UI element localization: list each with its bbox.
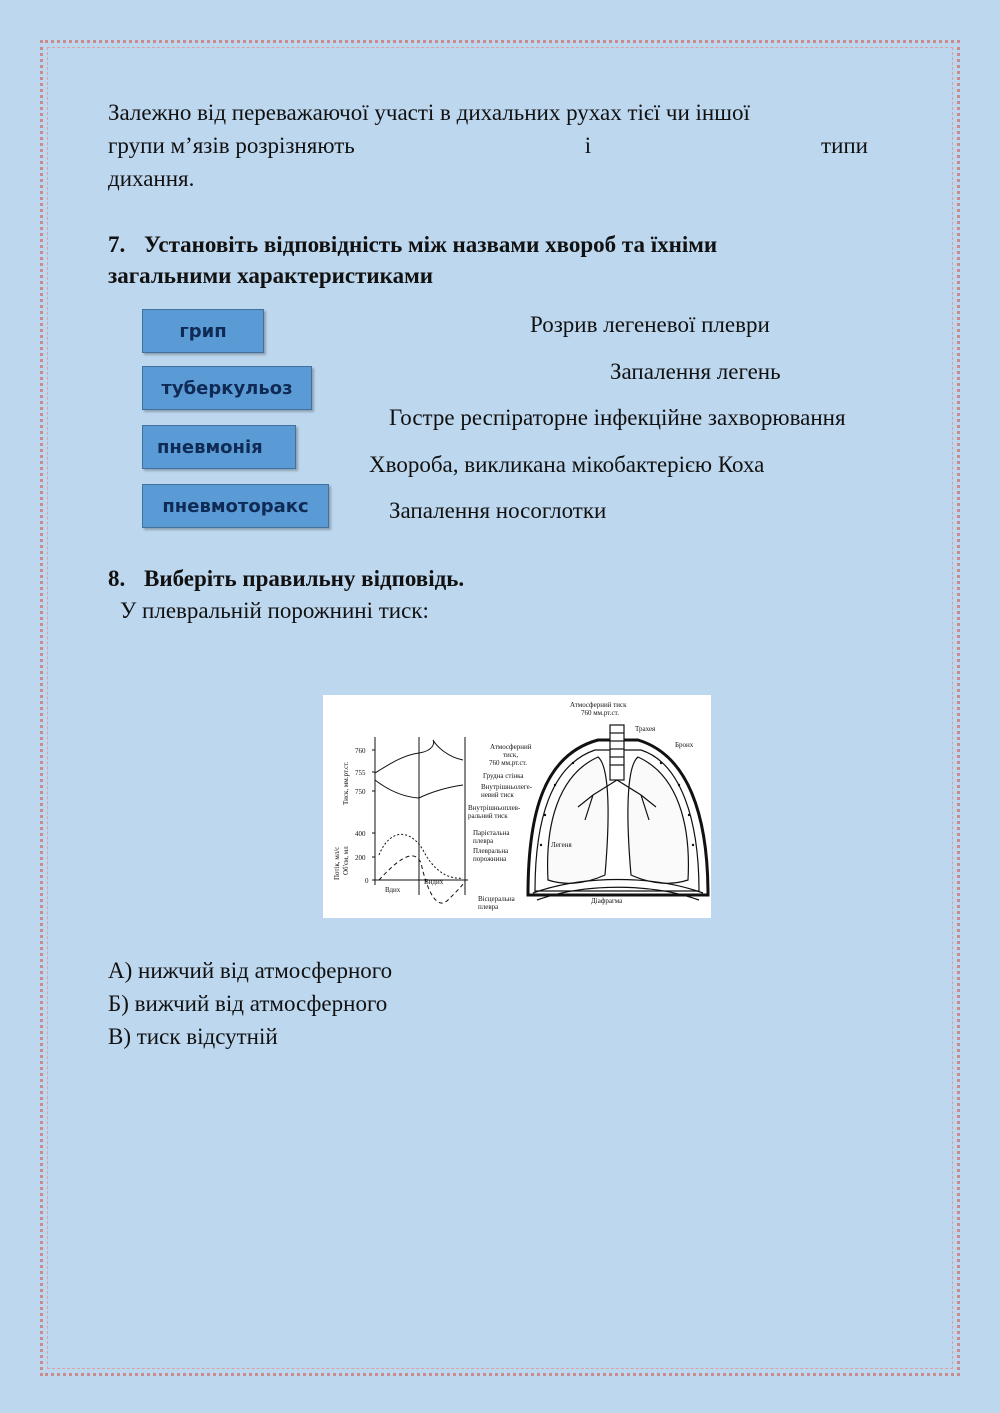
definition-lung-inflammation[interactable]: Запалення легень: [610, 359, 781, 384]
tick-400: 400: [355, 830, 366, 838]
label-intrapleural-2: ральний тиск: [468, 812, 508, 820]
q8-question: У плевральній порожнині тиск:: [120, 598, 429, 623]
label-lung: Легеня: [551, 841, 572, 849]
intro-paragraph: [108, 96, 868, 195]
q8-title: [108, 563, 908, 594]
q8-title-text: Виберіть правильну відповідь.: [144, 566, 465, 591]
label-intrapulm-2: невий тиск: [481, 791, 514, 799]
disease-tag-tuberculosis[interactable]: туберкульоз: [142, 366, 312, 410]
label-visceral-2: плевра: [478, 903, 499, 911]
label-cavity-2: порожнина: [473, 855, 507, 863]
label-intrapulm-1: Внутрішньолеге-: [481, 783, 533, 791]
respiration-figure: [323, 695, 711, 918]
label-atm-2: тиск,: [503, 751, 519, 759]
pressure-chart: [372, 737, 468, 903]
label-chest-wall: Грудна стінка: [483, 772, 524, 780]
intro-line-2-end: типи: [821, 133, 868, 158]
label-atm-3: 760 мм.рт.ст.: [489, 759, 527, 767]
q7-number: 7.: [108, 232, 126, 257]
disease-tag-pneumothorax[interactable]: пневмоторакс: [142, 484, 329, 528]
definition-acute-respiratory[interactable]: Гостре респіраторне інфекційне захворювання: [389, 405, 846, 430]
lungs-drawing: [528, 725, 708, 900]
label-trachea: Трахея: [635, 725, 656, 733]
y-label-flow: Потік, мл/с: [333, 846, 341, 880]
label-cavity-1: Плевральна: [473, 847, 509, 855]
label-intrapleural-1: Внутрішньоплев-: [468, 804, 521, 812]
answer-option-c[interactable]: В) тиск відсутній: [108, 1024, 278, 1049]
intro-line-1: Залежно від переважаючої участі в дихальних рухах тієї чи іншої: [108, 100, 750, 125]
disease-tag-flu[interactable]: грип: [142, 309, 264, 353]
definition-pleura-rupture[interactable]: Розрив легеневої плеври: [530, 312, 770, 337]
disease-tag-pneumonia[interactable]: пневмонія: [142, 425, 296, 469]
answer-option-a[interactable]: А) нижчий від атмосферного: [108, 958, 393, 983]
q8-number: 8.: [108, 566, 126, 591]
intro-line-2-start: групи м’язів розрізняють: [108, 133, 355, 158]
label-top-atm-2: 760 мм.рт.ст.: [581, 709, 619, 717]
label-visceral-1: Вісцеральна: [478, 895, 515, 903]
tick-750: 750: [355, 788, 366, 796]
definition-nasopharynx[interactable]: Запалення носоглотки: [389, 498, 607, 523]
y-label-volume: Об'єм, мл: [342, 846, 350, 875]
intro-line-2-middle: і: [584, 133, 592, 158]
tick-755: 755: [355, 769, 366, 777]
label-diaphragm: Діафрагма: [591, 897, 623, 905]
intro-line-2: [108, 129, 868, 162]
label-parietal-1: Парієтальна: [473, 829, 510, 837]
answer-option-b[interactable]: Б) вижчий від атмосферного: [108, 991, 388, 1016]
y-label-pressure: Тиск, мм.рт.ст.: [342, 761, 350, 805]
label-atm-1: Атмосферний: [490, 743, 532, 751]
q7-title-line-2: загальними характеристиками: [108, 263, 433, 288]
tick-0: 0: [365, 877, 369, 885]
label-inhale: Вдих: [385, 886, 401, 894]
label-top-atm-1: Атмосферний тиск: [570, 701, 627, 709]
definition-koch-bacterium[interactable]: Хвороба, викликана мікобактерією Коха: [369, 452, 765, 477]
intro-line-3: дихання.: [108, 166, 195, 191]
q7-title-line-1: Установіть відповідність між назвами хвороб та їхніми: [144, 232, 718, 257]
tick-200: 200: [355, 854, 366, 862]
tick-760: 760: [355, 747, 366, 755]
label-parietal-2: плевра: [473, 837, 494, 845]
label-exhale: Видих: [424, 878, 444, 886]
label-bronchi: Бронх: [675, 741, 694, 749]
q7-title: [108, 229, 908, 291]
